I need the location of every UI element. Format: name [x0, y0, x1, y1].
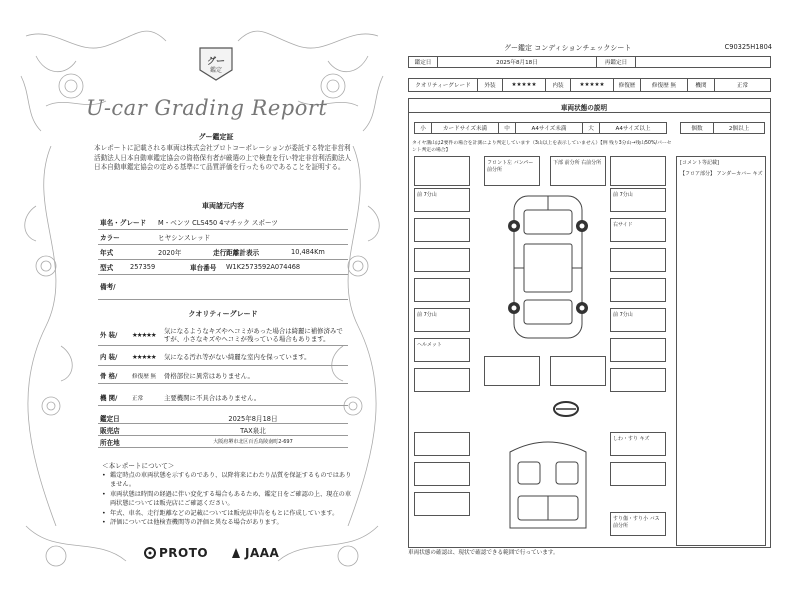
- note-item: • 評価については他検査機関等の評価と異なる場合があります。: [102, 518, 352, 527]
- condition-box: [414, 248, 470, 272]
- cs-interior-label: 内装: [545, 78, 571, 92]
- tire-instructions: タイヤ溝山は2要件の場合を計測により判定しています（3山以上を表示していません）【例 残り3分山→残山50%/パーセント判定の場合】: [412, 141, 672, 153]
- condition-box: [610, 462, 666, 486]
- left-fender-label: 前 7分山: [417, 192, 437, 198]
- type-value: 257359: [130, 263, 156, 271]
- spec-heading: 車両諸元内容: [202, 202, 244, 210]
- floor-note-label: すり傷・すり小 バス 前分所: [613, 516, 660, 529]
- proto-logo: [144, 546, 208, 560]
- spec-row-model: [98, 215, 348, 230]
- dealer-value: TAX泉北: [240, 426, 266, 435]
- condition-box: [610, 512, 666, 536]
- count-label: 個数: [680, 122, 714, 134]
- condition-box: [414, 462, 470, 486]
- quality-grade-label: クオリティーグレード: [408, 78, 478, 92]
- condition-box: [550, 156, 606, 186]
- quality-row-exterior: [98, 324, 348, 346]
- proto-text: PROTO: [159, 546, 209, 560]
- condition-divider: [408, 112, 771, 113]
- exterior-text: 気になるようなキズやヘコミがあった場合は綺麗に補修済みですが、小さなキズやヘコミが残っている場合もあります。: [164, 326, 343, 343]
- model-value: M・ベンツ CLS450 4マチック スポーツ: [158, 219, 278, 227]
- dealer-label: 販売店: [100, 426, 120, 435]
- size-small-label: 小: [414, 122, 432, 134]
- condition-box: [610, 308, 666, 332]
- appraisal-date-value: 2025年8月18日: [228, 414, 278, 423]
- recheck-value-cell: [635, 56, 771, 68]
- type-label: 型式: [100, 264, 114, 272]
- note-item: • 鑑定時点の車両状態を示すものであり、以降将来にわたり品質を保証するものではありません。: [102, 471, 352, 490]
- proto-mark-icon: [144, 547, 156, 559]
- left-rear-label: 前 7分山: [417, 312, 437, 318]
- cs-interior-value: ★★★★★: [570, 78, 614, 92]
- condition-box: [414, 492, 470, 516]
- color-value: ヒヤシンスレッド: [158, 234, 211, 242]
- cs-repair-label: 修復歴: [613, 78, 641, 92]
- checksheet-code: C90325H1804: [724, 43, 772, 51]
- note-item: • 年式、車名、走行距離などの記載については販売店申告をもとに作成しています。: [102, 509, 352, 518]
- appraisal-date-label: 鑑定日: [100, 414, 120, 423]
- count-value: 2個以上: [713, 122, 765, 134]
- year-label: 年式: [100, 249, 114, 257]
- exterior-label: 外 装/: [100, 331, 118, 339]
- size-mid-label: 中: [498, 122, 516, 134]
- notes-list: [102, 471, 352, 527]
- address-label: 所在地: [100, 438, 120, 447]
- cs-repair-value: 修復歴 無: [640, 78, 688, 92]
- car-top-view-diagram: [500, 192, 596, 342]
- remarks-label: 備考/: [100, 283, 116, 291]
- goo-appraisal-badge: [194, 40, 238, 84]
- spec-row-type: [98, 260, 348, 275]
- condition-box: [414, 368, 470, 392]
- condition-box: [414, 278, 470, 302]
- floral-ornament-left: [16, 146, 86, 526]
- condition-box: [484, 156, 540, 186]
- interior-grade: ★★★★★: [132, 352, 156, 361]
- footer-note: 車両状態の確認は、現状で確認できる範囲で行っています。: [408, 550, 559, 556]
- info-row-address: [98, 436, 348, 448]
- size-small-value: カードサイズ未満: [431, 122, 499, 134]
- condition-check-sheet: [404, 36, 780, 566]
- info-row-date: [98, 412, 348, 424]
- condition-box: [610, 248, 666, 272]
- cs-engine-label: 機関: [687, 78, 715, 92]
- size-large-value: A4サイズ以上: [599, 122, 667, 134]
- date-label-cell: 鑑定日: [408, 56, 438, 68]
- cs-exterior-label: 外装: [477, 78, 503, 92]
- condition-box: [414, 188, 470, 212]
- cs-exterior-value: ★★★★★: [502, 78, 546, 92]
- spec-row-color: [98, 230, 348, 245]
- condition-box: [610, 338, 666, 362]
- steering-wheel-icon: [552, 400, 580, 418]
- chassis-value: W1K2573592A074468: [226, 263, 301, 271]
- jaaa-mark-icon: [230, 547, 242, 559]
- exterior-grade: ★★★★★: [132, 330, 156, 339]
- cs-engine-value: 正常: [714, 78, 771, 92]
- quality-heading: クオリティーグレード: [188, 310, 258, 318]
- intro-paragraph: 本レポートに記載される車両は株式会社プロトコーポレーションが委託する特定非営利活動法人日本自動車鑑定協会の資格保有者が厳選の上で検査を行い特定非営利活動法人日本自動車鑑定協会の定める基準にて品質評価を行ったものであることを証明する。: [94, 144, 352, 172]
- right-fender-label: 前 7分山: [613, 192, 633, 198]
- front-bumper-left-label: フロント左 バンパー 前分所: [487, 160, 534, 173]
- condition-box: [414, 338, 470, 362]
- condition-box: [610, 368, 666, 392]
- jaaa-logo: [230, 546, 279, 560]
- engine-grade: 正常: [132, 395, 144, 402]
- condition-box: [414, 156, 470, 186]
- condition-box: [610, 278, 666, 302]
- condition-box: [550, 356, 606, 386]
- frame-grade: 修復歴 無: [132, 373, 157, 380]
- condition-box: [610, 156, 666, 186]
- frame-text: 骨格部位に異常はありません。: [164, 371, 254, 380]
- mileage-label: 走行距離計表示: [213, 249, 260, 257]
- mileage-value: 10,484Km: [291, 248, 325, 256]
- certificate-heading: グー鑑定証: [198, 133, 234, 141]
- quality-row-engine: [98, 390, 348, 406]
- badge-main-text: グー: [206, 57, 225, 67]
- frame-label: 骨 格/: [100, 372, 118, 380]
- size-mid-value: A4サイズ未満: [515, 122, 583, 134]
- note-item: • 車両状態は時間の経過に伴い変化する場合もあるため、鑑定日をご確認の上、現在の車両状態については販売店にご確認ください。: [102, 490, 352, 509]
- date-value-cell: 2025年8月18日: [437, 56, 597, 68]
- rear-wiper-label: しわ・すり キズ: [613, 436, 650, 442]
- condition-box: [610, 218, 666, 242]
- report-title: U-car Grading Report: [86, 96, 328, 120]
- address-value: 大阪府堺市北区百舌鳥陵南町2-697: [213, 439, 293, 445]
- engine-text: 主要機関に不具合はありません。: [164, 393, 261, 402]
- left-door-label: ヘルメット: [417, 342, 442, 348]
- spec-row-remarks: [98, 278, 348, 300]
- spec-row-year: [98, 245, 348, 260]
- condition-heading: 車両状態の説明: [560, 104, 608, 112]
- interior-label: 内 装/: [100, 353, 118, 361]
- remarks-box: [676, 156, 766, 546]
- quality-row-interior: [98, 348, 348, 366]
- grading-report-page: [16, 16, 388, 584]
- right-side-label: 右サイド: [613, 222, 633, 228]
- condition-box: [610, 432, 666, 456]
- notes-title: ＜本レポートについて＞: [102, 462, 175, 470]
- chassis-label: 車台番号: [190, 264, 217, 272]
- recheck-label-cell: 再鑑定日: [596, 56, 636, 68]
- size-large-label: 大: [582, 122, 600, 134]
- condition-box: [610, 188, 666, 212]
- engine-label: 機 関/: [100, 394, 118, 402]
- checksheet-title: グー鑑定 コンディションチェックシート: [504, 44, 632, 52]
- remarks-title: [コメント等記載]: [680, 160, 719, 166]
- interior-text: 気になる汚れ等がない綺麗な室内を保っています。: [164, 352, 311, 361]
- info-row-dealer: [98, 424, 348, 436]
- remarks-text: 【フロア部分】 アンダーカバー キズ: [680, 171, 763, 177]
- color-label: カラー: [100, 234, 120, 242]
- jaaa-text: JAAA: [245, 546, 280, 560]
- door-front-label: 下部 前分所 右前分所: [553, 160, 602, 166]
- badge-sub-text: 鑑定: [209, 67, 222, 74]
- condition-box: [414, 432, 470, 456]
- condition-box: [484, 356, 540, 386]
- year-value: 2020年: [158, 249, 182, 257]
- condition-box: [414, 218, 470, 242]
- quality-row-frame: [98, 368, 348, 384]
- car-interior-diagram: [500, 432, 596, 536]
- model-label: 車名・グレード: [100, 219, 147, 227]
- right-rear-label: 前 7分山: [613, 312, 633, 318]
- condition-box: [414, 308, 470, 332]
